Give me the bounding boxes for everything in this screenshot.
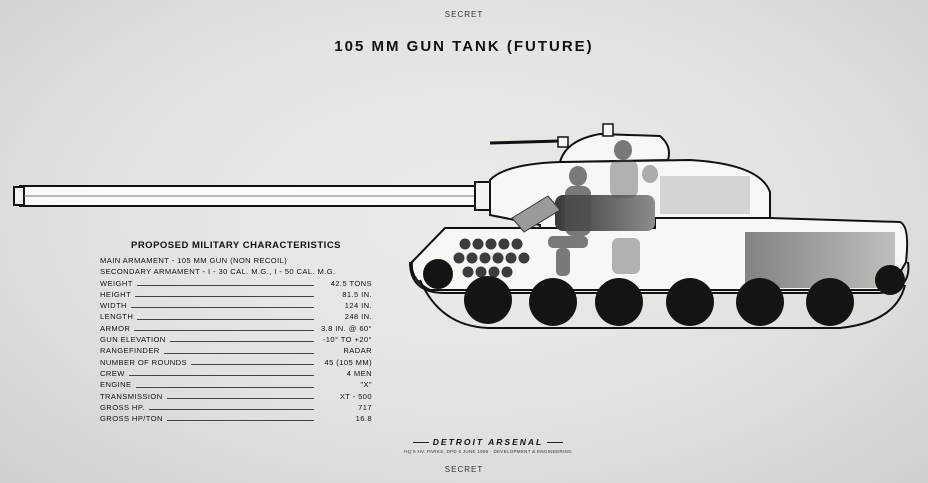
spec-row xyxy=(100,278,372,289)
spec-value: 4 MEN xyxy=(346,368,372,378)
spec-row xyxy=(100,391,372,402)
spec-row xyxy=(100,300,372,311)
spec-row xyxy=(100,357,372,368)
organization-subline: HQ'S HV. PARKS, DPD 6 JUNE 1955 · DEVELOPMENT & ENGINEERING xyxy=(404,449,572,454)
spec-label: WIDTH xyxy=(100,301,127,311)
spec-label: ARMOR xyxy=(100,323,131,333)
main-armament: MAIN ARMAMENT - 105 MM GUN (NON RECOIL) xyxy=(100,256,288,265)
spec-row xyxy=(100,289,372,300)
spec-row xyxy=(100,334,372,345)
spec-label: NUMBER OF ROUNDS xyxy=(100,357,187,367)
spec-label: LENGTH xyxy=(100,312,134,322)
page-title: 105 MM GUN TANK (FUTURE) xyxy=(334,38,594,55)
spec-label: GROSS HP. xyxy=(100,402,145,412)
spec-row xyxy=(100,323,372,334)
spec-value: XT - 500 xyxy=(339,391,372,401)
footer-block xyxy=(388,437,588,454)
classification-top: SECRET xyxy=(444,10,484,19)
gun-barrel xyxy=(14,182,495,210)
spec-label: GROSS HP/TON xyxy=(100,414,163,424)
rule-right xyxy=(547,442,563,443)
spec-value: 248 IN. xyxy=(344,312,372,322)
classification-bottom: SECRET xyxy=(444,465,484,474)
spec-label: ENGINE xyxy=(100,380,132,390)
rule-left xyxy=(413,442,429,443)
spec-value: 124 IN. xyxy=(344,301,372,311)
spec-value: 717 xyxy=(358,402,372,412)
spec-label: TRANSMISSION xyxy=(100,391,163,401)
characteristics-heading: PROPOSED MILITARY CHARACTERISTICS xyxy=(130,240,342,251)
spec-value: "X" xyxy=(360,380,372,390)
spec-label: GUN ELEVATION xyxy=(100,335,166,345)
spec-value: 16.8 xyxy=(355,414,372,424)
characteristics-table xyxy=(100,240,372,424)
spec-value: RADAR xyxy=(343,346,372,356)
arsenal-line xyxy=(388,437,588,447)
spec-value: 42.5 TONS xyxy=(330,278,372,288)
spec-value: 3.8 IN. @ 60° xyxy=(321,323,372,333)
spec-row xyxy=(100,402,372,413)
spec-label: RANGEFINDER xyxy=(100,346,160,356)
spec-row xyxy=(100,379,372,390)
spec-label: HEIGHT xyxy=(100,289,132,299)
spec-row xyxy=(100,345,372,356)
spec-value: 45 (105 MM) xyxy=(324,357,372,367)
spec-row xyxy=(100,368,372,379)
spec-label: WEIGHT xyxy=(100,278,133,288)
spec-value: -10° TO +20° xyxy=(322,335,372,345)
spec-row xyxy=(100,311,372,322)
secondary-armament: SECONDARY ARMAMENT - I - 30 CAL. M.G., I - 50 CAL. M.G. xyxy=(100,267,336,277)
spec-row xyxy=(100,413,372,424)
spec-value: 81.5 IN. xyxy=(342,289,372,299)
organization-name: DETROIT ARSENAL xyxy=(432,437,544,447)
spec-label: CREW xyxy=(100,368,125,378)
